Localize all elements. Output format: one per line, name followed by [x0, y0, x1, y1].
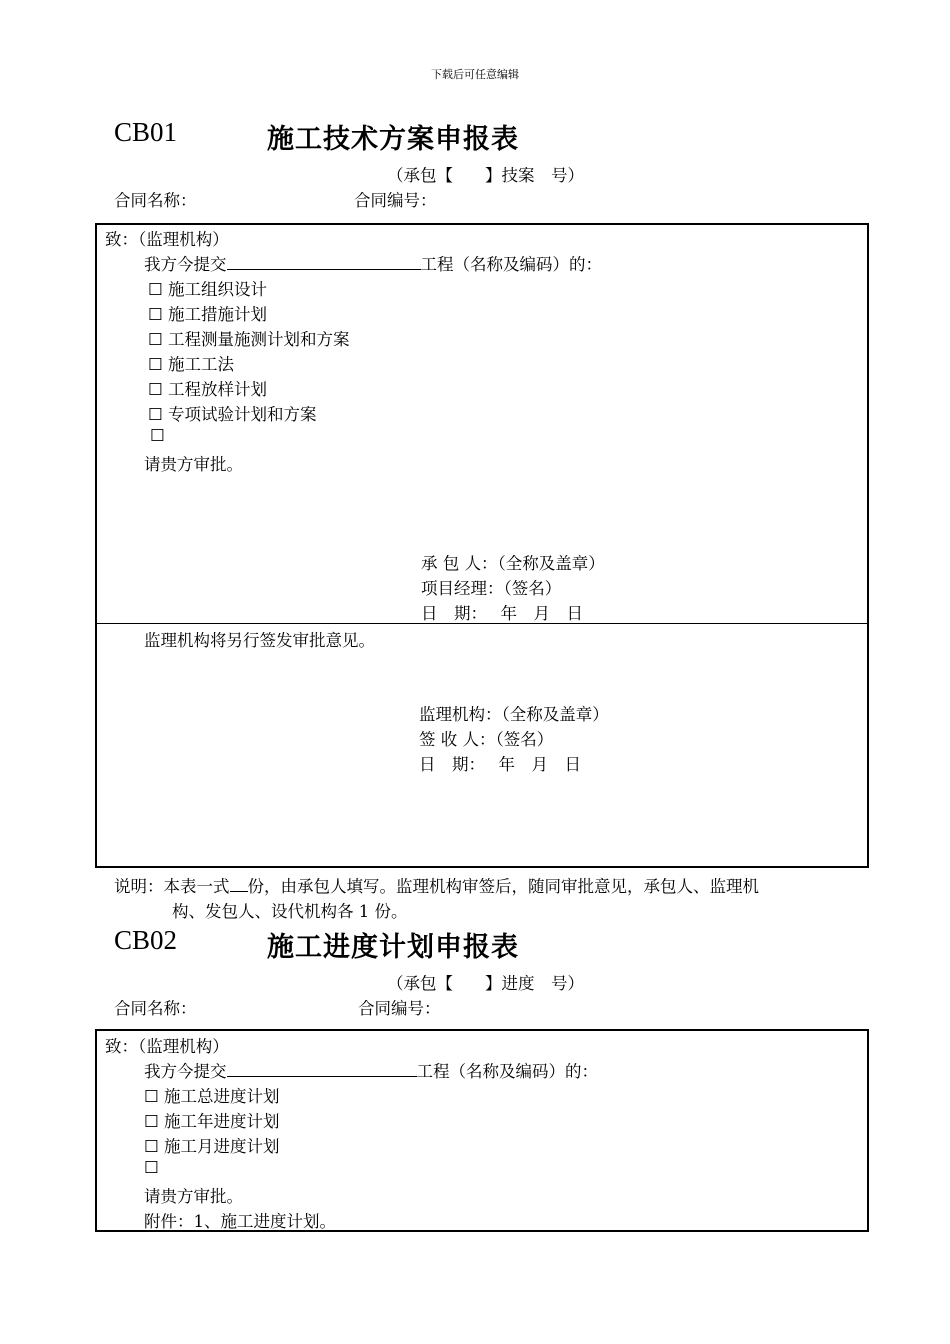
cb02-subtitle-close: 】进度 号）	[485, 974, 584, 993]
cb01-item[interactable]: ☐ 工程测量施测计划和方案	[148, 330, 350, 349]
cb01-manager: 项目经理：（签名）	[421, 579, 562, 598]
cb01-contract-no: 合同编号：	[354, 191, 437, 210]
cb01-submit-line	[144, 251, 602, 275]
cb02-title: 施工进度计划申报表	[267, 932, 519, 963]
cb01-subtitle-close: 】技案 号）	[485, 166, 584, 185]
cb01-note-c: 构、发包人、设代机构各 1 份。	[172, 902, 408, 921]
cb01-note-b: 份，由承包人填写。监理机构审签后，随同审批意见，承包人、监理机	[247, 877, 759, 896]
cb02-submit-suffix: 工程（名称及编码）的：	[416, 1062, 598, 1081]
cb02-item[interactable]: ☐ 施工月进度计划	[144, 1137, 280, 1156]
cb01-copies-blank[interactable]	[230, 891, 248, 892]
cb01-code: CB01	[114, 117, 178, 147]
cb02-item[interactable]: ☐ 施工总进度计划	[144, 1087, 280, 1106]
cb02-submit-line	[144, 1058, 598, 1082]
cb01-title: 施工技术方案申报表	[267, 124, 519, 155]
cb02-to: 致：（监理机构）	[105, 1037, 229, 1056]
cb02-project-blank[interactable]	[227, 1075, 417, 1077]
cb01-subtitle-open: （承包【	[387, 166, 453, 185]
cb01-date2: 日 期： 年 月 日	[419, 755, 581, 774]
cb01-item[interactable]: ☐ 工程放样计划	[148, 380, 268, 399]
cb01-request: 请贵方审批。	[144, 455, 243, 474]
cb01-to: 致：（监理机构）	[105, 230, 229, 249]
cb02-submit-prefix: 我方今提交	[144, 1062, 227, 1081]
cb01-contract-name: 合同名称：	[114, 191, 197, 210]
cb01-item-blank-checkbox[interactable]: ☐	[150, 426, 165, 445]
cb02-item[interactable]: ☐ 施工年进度计划	[144, 1112, 280, 1131]
cb02-subtitle	[387, 970, 584, 994]
cb01-receiver: 签 收 人：（签名）	[419, 730, 554, 749]
cb02-contract-no: 合同编号：	[358, 999, 441, 1018]
cb01-note	[114, 873, 759, 897]
cb01-item[interactable]: ☐ 施工工法	[148, 355, 235, 374]
cb02-code: CB02	[114, 925, 178, 955]
cb02-item-blank-checkbox[interactable]: ☐	[144, 1158, 159, 1177]
cb02-contract-name: 合同名称：	[114, 999, 197, 1018]
cb01-submit-suffix: 工程（名称及编码）的：	[420, 255, 602, 274]
cb01-project-blank[interactable]	[227, 268, 421, 270]
cb01-item[interactable]: ☐ 施工组织设计	[148, 280, 268, 299]
cb01-supervisor: 监理机构：（全称及盖章）	[419, 705, 609, 724]
cb01-note-a: 说明：本表一式	[114, 877, 230, 896]
cb01-contractor: 承 包 人：（全称及盖章）	[421, 554, 605, 573]
cb01-submit-prefix: 我方今提交	[144, 255, 227, 274]
cb02-attachment: 附件：1、施工进度计划。	[144, 1212, 336, 1231]
cb01-item[interactable]: ☐ 专项试验计划和方案	[148, 405, 317, 424]
cb01-date: 日 期： 年 月 日	[421, 604, 583, 623]
cb01-subtitle	[387, 162, 584, 186]
cb01-item[interactable]: ☐ 施工措施计划	[148, 305, 268, 324]
cb02-subtitle-open: （承包【	[387, 974, 453, 993]
cb01-supervision-note: 监理机构将另行签发审批意见。	[144, 631, 375, 650]
header-note: 下载后可任意编辑	[431, 68, 519, 81]
cb02-request: 请贵方审批。	[144, 1187, 243, 1206]
